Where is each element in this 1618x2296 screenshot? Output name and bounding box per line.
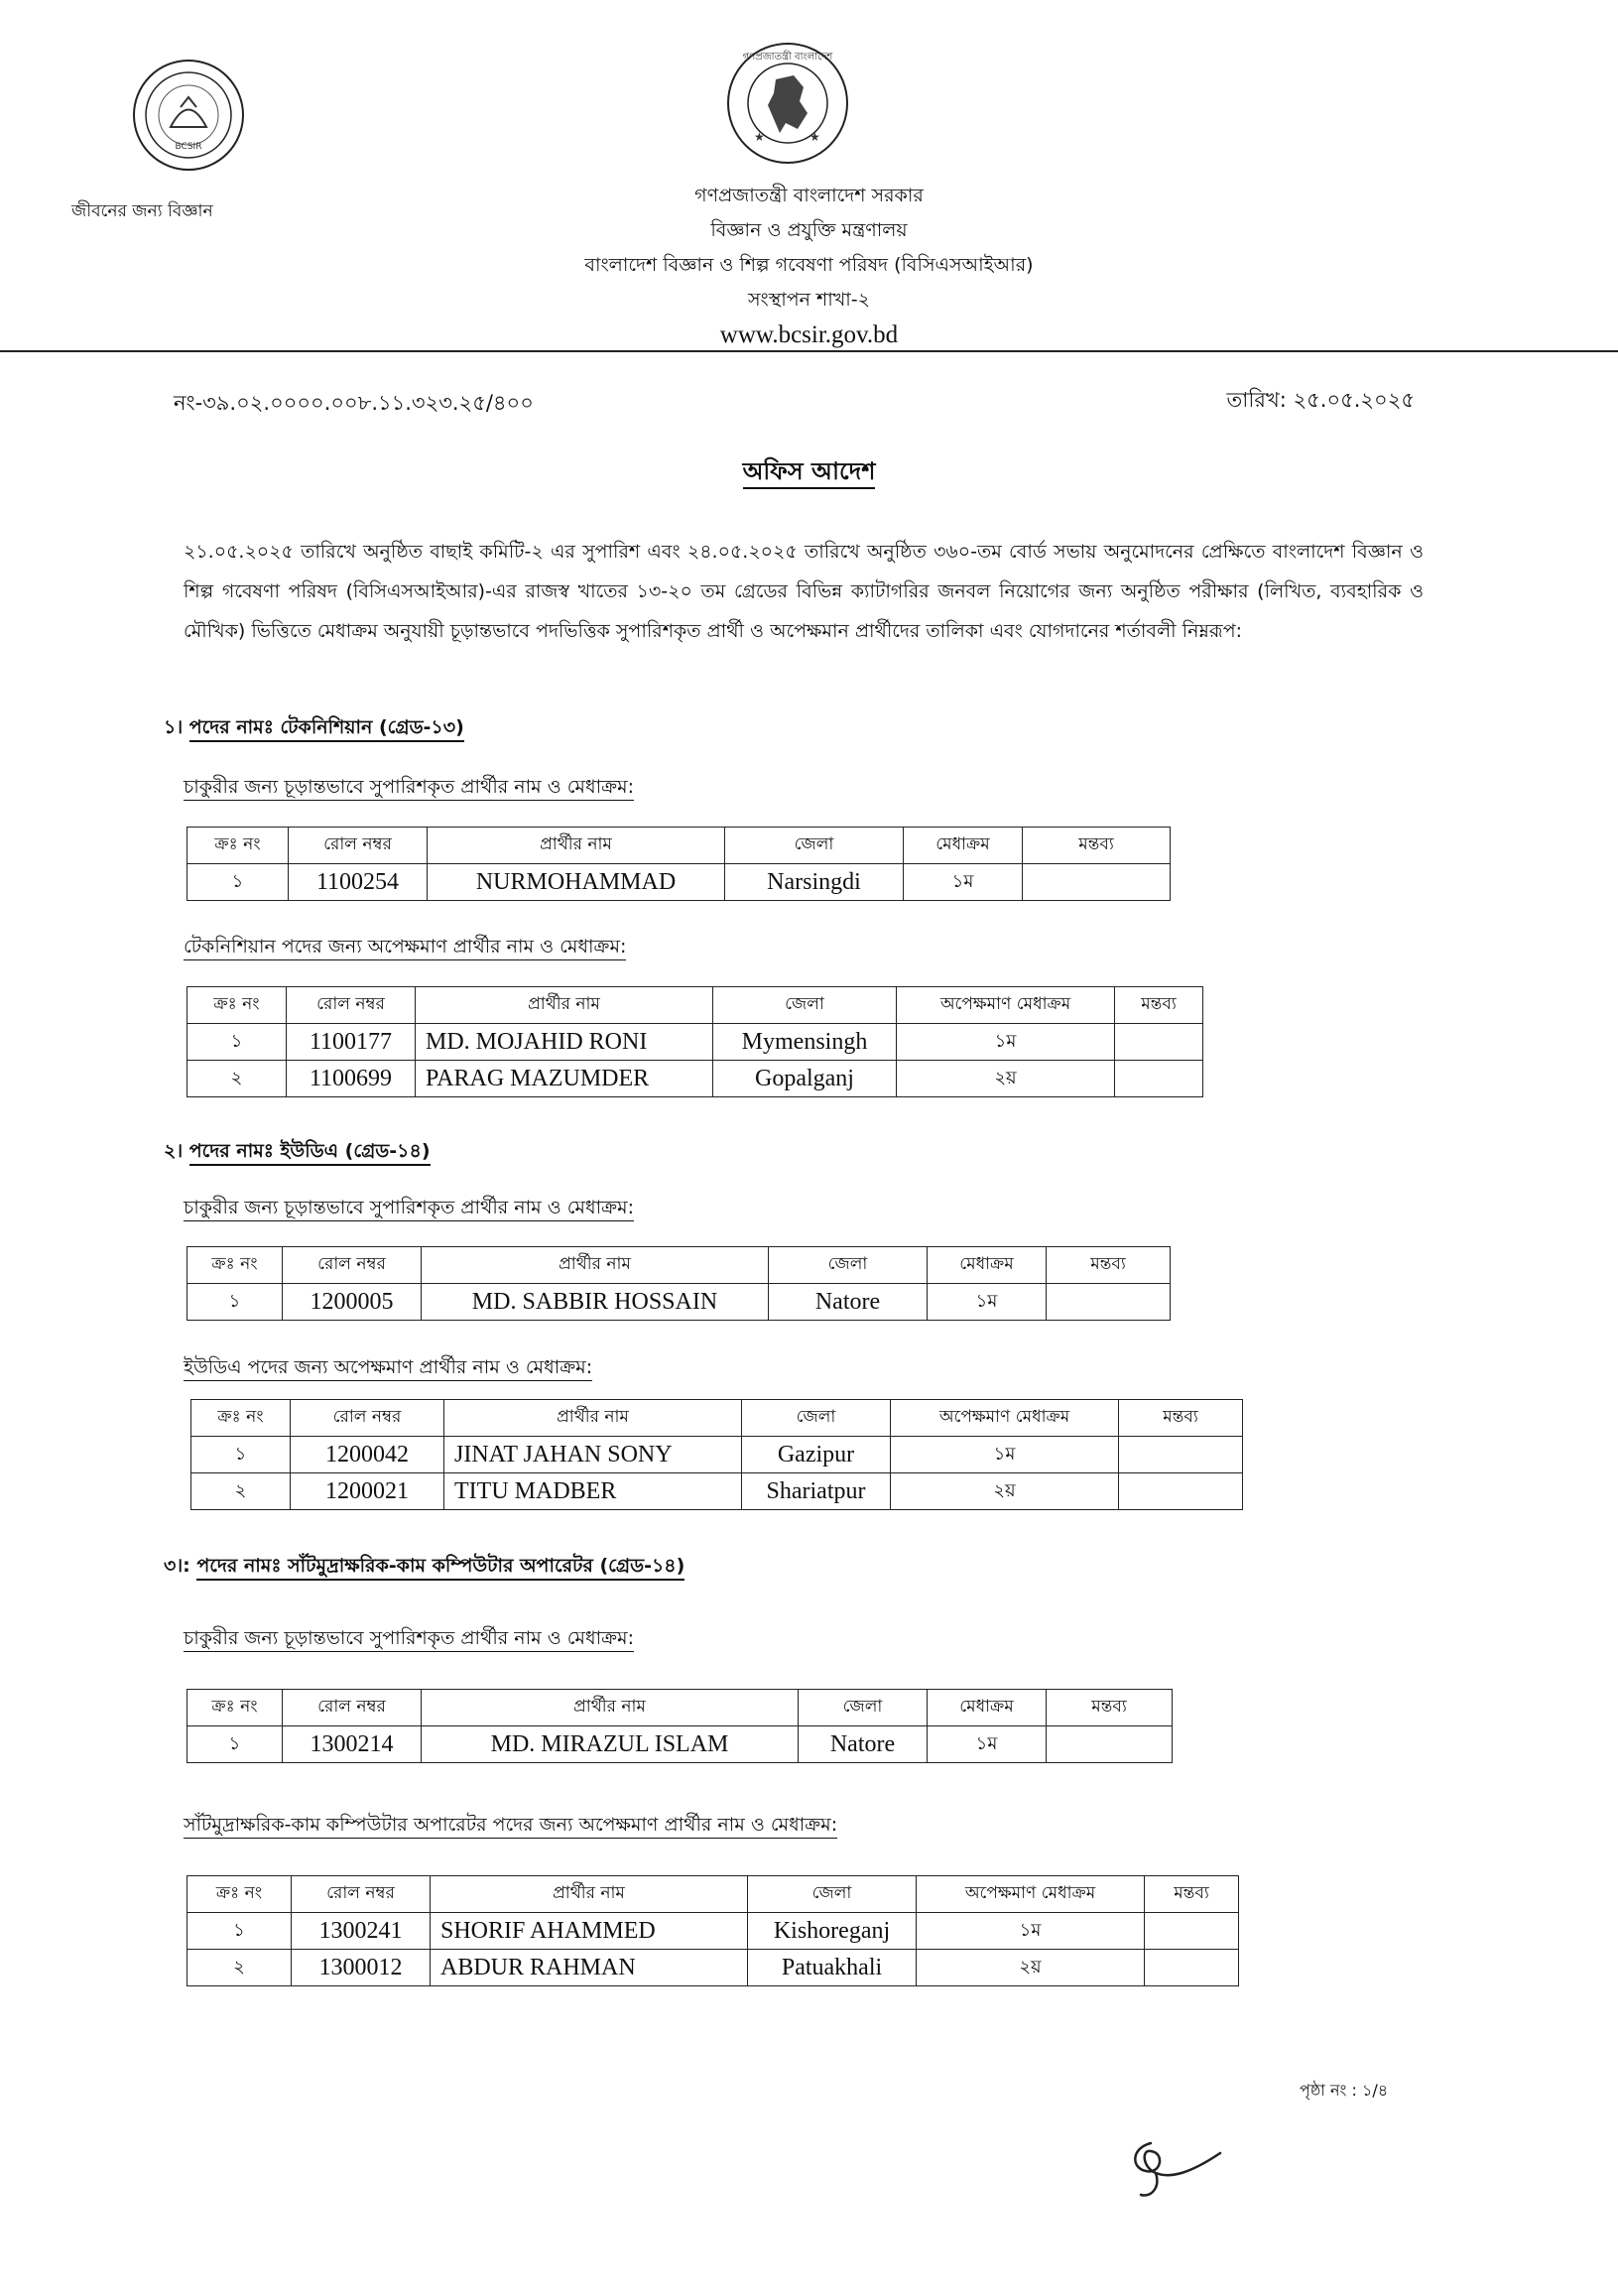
svg-text:★: ★ <box>809 130 820 144</box>
section-1-wait-table <box>187 986 1203 1097</box>
letterhead-line: গণপ্রজাতন্ত্রী বাংলাদেশ সরকার <box>694 185 924 206</box>
page-number: পৃষ্ঠা নং : ১/৪ <box>1300 2081 1389 2100</box>
cell-merit: ১ম <box>891 1437 1119 1473</box>
cell-sl: ১ <box>187 1284 283 1321</box>
memo-number: নং-৩৯.০২.০০০০.০০৮.১১.৩২৩.২৫/৪০০ <box>174 391 534 415</box>
cell-name: MD. SABBIR HOSSAIN <box>422 1284 769 1321</box>
cell-district: Kishoreganj <box>748 1913 917 1950</box>
cell-district: Natore <box>799 1726 928 1763</box>
section-2-heading: ২। পদের নামঃ ইউডিএ (গ্রেড-১৪) <box>164 1137 431 1169</box>
cell-remarks <box>1145 1913 1239 1950</box>
cell-sl: ২ <box>191 1473 291 1510</box>
cell-roll: 1300012 <box>292 1950 431 1986</box>
letterhead-line: বিজ্ঞান ও প্রযুক্তি মন্ত্রণালয় <box>710 219 908 241</box>
table-row <box>187 1061 1203 1097</box>
col-district: জেলা <box>799 1690 928 1726</box>
section-1-final-heading: চাকুরীর জন্য চূড়ান্তভাবে সুপারিশকৃত প্রার্থীর নাম ও মেধাক্রম: <box>184 773 634 805</box>
col-district: জেলা <box>769 1247 928 1284</box>
table-header-row <box>191 1400 1243 1437</box>
cell-merit: ১ম <box>928 1726 1047 1763</box>
table-header-row <box>187 987 1203 1024</box>
table-row <box>187 1726 1173 1763</box>
col-wait-merit: অপেক্ষমাণ মেধাক্রম <box>897 987 1115 1024</box>
table-row <box>187 1024 1203 1061</box>
section-3-final-table <box>187 1689 1173 1763</box>
col-wait-merit: অপেক্ষমাণ মেধাক্রম <box>917 1876 1145 1913</box>
cell-remarks <box>1119 1473 1243 1510</box>
col-remarks: মন্তব্য <box>1047 1247 1171 1284</box>
cell-district: Shariatpur <box>742 1473 891 1510</box>
cell-name: MD. MIRAZUL ISLAM <box>422 1726 799 1763</box>
cell-merit: ১ম <box>928 1284 1047 1321</box>
col-roll: রোল নম্বর <box>291 1400 444 1437</box>
col-roll: রোল নম্বর <box>287 987 416 1024</box>
table-header-row <box>187 1690 1173 1726</box>
cell-sl: ১ <box>191 1437 291 1473</box>
cell-name: PARAG MAZUMDER <box>416 1061 713 1097</box>
table-header-row <box>187 828 1171 864</box>
cell-roll: 1300214 <box>283 1726 422 1763</box>
section-2-final-heading: চাকুরীর জন্য চূড়ান্তভাবে সুপারিশকৃত প্রার্থীর নাম ও মেধাক্রম: <box>184 1194 634 1225</box>
section-3-heading: ৩।: পদের নামঃ সাঁটমুদ্রাক্ষরিক-কাম কম্পিউটার অপারেটর (গ্রেড-১৪) <box>164 1552 685 1584</box>
cell-roll: 1100177 <box>287 1024 416 1061</box>
table-row <box>187 1913 1239 1950</box>
cell-merit: ২য় <box>917 1950 1145 1986</box>
cell-sl: ২ <box>187 1061 287 1097</box>
cell-remarks <box>1145 1950 1239 1986</box>
page-title: অফিস আদেশ <box>0 453 1618 493</box>
cell-remarks <box>1119 1437 1243 1473</box>
cell-remarks <box>1047 1726 1173 1763</box>
cell-remarks <box>1115 1024 1203 1061</box>
col-roll: রোল নম্বর <box>283 1690 422 1726</box>
section-2-final-table <box>187 1246 1171 1321</box>
col-remarks: মন্তব্য <box>1119 1400 1243 1437</box>
cell-roll: 1100699 <box>287 1061 416 1097</box>
cell-name: NURMOHAMMAD <box>428 864 725 901</box>
table-header-row <box>187 1247 1171 1284</box>
cell-sl: ১ <box>187 864 289 901</box>
bcsir-logo <box>131 58 246 173</box>
col-sl: ক্রঃ নং <box>187 1247 283 1284</box>
svg-text:★: ★ <box>754 130 765 144</box>
cell-district: Gazipur <box>742 1437 891 1473</box>
col-sl: ক্রঃ নং <box>187 1690 283 1726</box>
cell-roll: 1200021 <box>291 1473 444 1510</box>
col-sl: ক্রঃ নং <box>191 1400 291 1437</box>
cell-district: Patuakhali <box>748 1950 917 1986</box>
cell-merit: ১ম <box>917 1913 1145 1950</box>
cell-roll: 1200005 <box>283 1284 422 1321</box>
cell-sl: ১ <box>187 1024 287 1061</box>
col-name: প্রার্থীর নাম <box>422 1690 799 1726</box>
cell-name: MD. MOJAHID RONI <box>416 1024 713 1061</box>
intro-paragraph: ২১.০৫.২০২৫ তারিখে অনুষ্ঠিত বাছাই কমিটি-২ এর সুপারিশ এবং ২৪.০৫.২০২৫ তারিখে অনুষ্ঠিত ৩৬০-তম বোর্ড সভায় অনুমোদনের প্রেক্ষিতে বাংলাদেশ বিজ্ঞান ও শিল্প গবেষণা পরিষদ (বিসিএসআইআর)-এর রাজস্ব খাতের ১৩-২০ তম গ্রেডের বিভিন্ন ক্যাটাগরির জনবল নিয়োগের জন্য অনুষ্ঠিত পরীক্ষার (লিখিত, ব্যবহারিক ও মৌখিক) ভিত্তিতে মেধাক্রম অনুযায়ী চূড়ান্তভাবে পদভিত্তিক সুপারিশকৃত প্রার্থী ও অপেক্ষমান প্রার্থীদের তালিকা এবং যোগদানের শর্তাবলী নিম্নরূপ: <box>184 541 1424 642</box>
section-3-wait-heading: সাঁটমুদ্রাক্ষরিক-কাম কম্পিউটার অপারেটর পদের জন্য অপেক্ষমাণ প্রার্থীর নাম ও মেধাক্রম: <box>184 1811 837 1843</box>
header-divider <box>0 350 1618 352</box>
cell-district: Narsingdi <box>725 864 904 901</box>
col-roll: রোল নম্বর <box>292 1876 431 1913</box>
signature <box>1121 2123 1230 2203</box>
table-header-row <box>187 1876 1239 1913</box>
motto-text: জীবনের জন্য বিজ্ঞান <box>71 201 213 221</box>
col-roll: রোল নম্বর <box>289 828 428 864</box>
section-1-wait-heading: টেকনিশিয়ান পদের জন্য অপেক্ষমাণ প্রার্থীর নাম ও মেধাক্রম: <box>184 933 626 964</box>
cell-district: Gopalganj <box>713 1061 897 1097</box>
col-name: প্রার্থীর নাম <box>431 1876 748 1913</box>
cell-remarks <box>1023 864 1171 901</box>
col-sl: ক্রঃ নং <box>187 828 289 864</box>
table-row <box>187 1284 1171 1321</box>
section-1-heading: ১। পদের নামঃ টেকনিশিয়ান (গ্রেড-১৩) <box>164 713 464 745</box>
cell-district: Mymensingh <box>713 1024 897 1061</box>
col-roll: রোল নম্বর <box>283 1247 422 1284</box>
section-2-wait-heading: ইউডিএ পদের জন্য অপেক্ষমাণ প্রার্থীর নাম ও মেধাক্রম: <box>184 1353 592 1385</box>
col-remarks: মন্তব্য <box>1047 1690 1173 1726</box>
table-row <box>187 1950 1239 1986</box>
col-district: জেলা <box>748 1876 917 1913</box>
cell-merit: ২য় <box>897 1061 1115 1097</box>
cell-name: SHORIF AHAMMED <box>431 1913 748 1950</box>
memo-date: তারিখ: ২৫.০৫.২০২৫ <box>1226 388 1415 412</box>
col-name: প্রার্থীর নাম <box>428 828 725 864</box>
col-district: জেলা <box>713 987 897 1024</box>
cell-sl: ১ <box>187 1913 292 1950</box>
section-3-wait-table <box>187 1875 1239 1986</box>
government-seal <box>724 40 851 167</box>
cell-name: ABDUR RAHMAN <box>431 1950 748 1986</box>
letterhead-line: সংস্থাপন শাখা-২ <box>747 289 871 311</box>
col-wait-merit: অপেক্ষমাণ মেধাক্রম <box>891 1400 1119 1437</box>
col-merit: মেধাক্রম <box>928 1690 1047 1726</box>
cell-merit: ১ম <box>897 1024 1115 1061</box>
cell-roll: 1200042 <box>291 1437 444 1473</box>
letterhead-line: বাংলাদেশ বিজ্ঞান ও শিল্প গবেষণা পরিষদ (বিসিএসআইআর) <box>584 254 1034 276</box>
letterhead <box>0 179 1618 352</box>
cell-name: JINAT JAHAN SONY <box>444 1437 742 1473</box>
cell-roll: 1300241 <box>292 1913 431 1950</box>
svg-text:গণপ্রজাতন্ত্রী বাংলাদেশ: গণপ্রজাতন্ত্রী বাংলাদেশ <box>742 52 833 63</box>
col-district: জেলা <box>725 828 904 864</box>
website-link[interactable]: www.bcsir.gov.bd <box>719 321 899 348</box>
col-merit: মেধাক্রম <box>928 1247 1047 1284</box>
cell-remarks <box>1115 1061 1203 1097</box>
cell-district: Natore <box>769 1284 928 1321</box>
table-row <box>191 1473 1243 1510</box>
col-remarks: মন্তব্য <box>1145 1876 1239 1913</box>
cell-remarks <box>1047 1284 1171 1321</box>
col-sl: ক্রঃ নং <box>187 1876 292 1913</box>
section-3-final-heading: চাকুরীর জন্য চূড়ান্তভাবে সুপারিশকৃত প্রার্থীর নাম ও মেধাক্রম: <box>184 1624 634 1656</box>
table-row <box>191 1437 1243 1473</box>
col-district: জেলা <box>742 1400 891 1437</box>
section-2-wait-table <box>190 1399 1243 1510</box>
svg-text:BCSIR: BCSIR <box>175 142 202 152</box>
cell-merit: ২য় <box>891 1473 1119 1510</box>
col-name: প্রার্থীর নাম <box>416 987 713 1024</box>
cell-merit: ১ম <box>904 864 1023 901</box>
col-remarks: মন্তব্য <box>1115 987 1203 1024</box>
cell-roll: 1100254 <box>289 864 428 901</box>
section-1-final-table <box>187 827 1171 901</box>
col-name: প্রার্থীর নাম <box>444 1400 742 1437</box>
col-remarks: মন্তব্য <box>1023 828 1171 864</box>
cell-name: TITU MADBER <box>444 1473 742 1510</box>
table-row <box>187 864 1171 901</box>
col-name: প্রার্থীর নাম <box>422 1247 769 1284</box>
cell-sl: ১ <box>187 1726 283 1763</box>
col-merit: মেধাক্রম <box>904 828 1023 864</box>
cell-sl: ২ <box>187 1950 292 1986</box>
col-sl: ক্রঃ নং <box>187 987 287 1024</box>
